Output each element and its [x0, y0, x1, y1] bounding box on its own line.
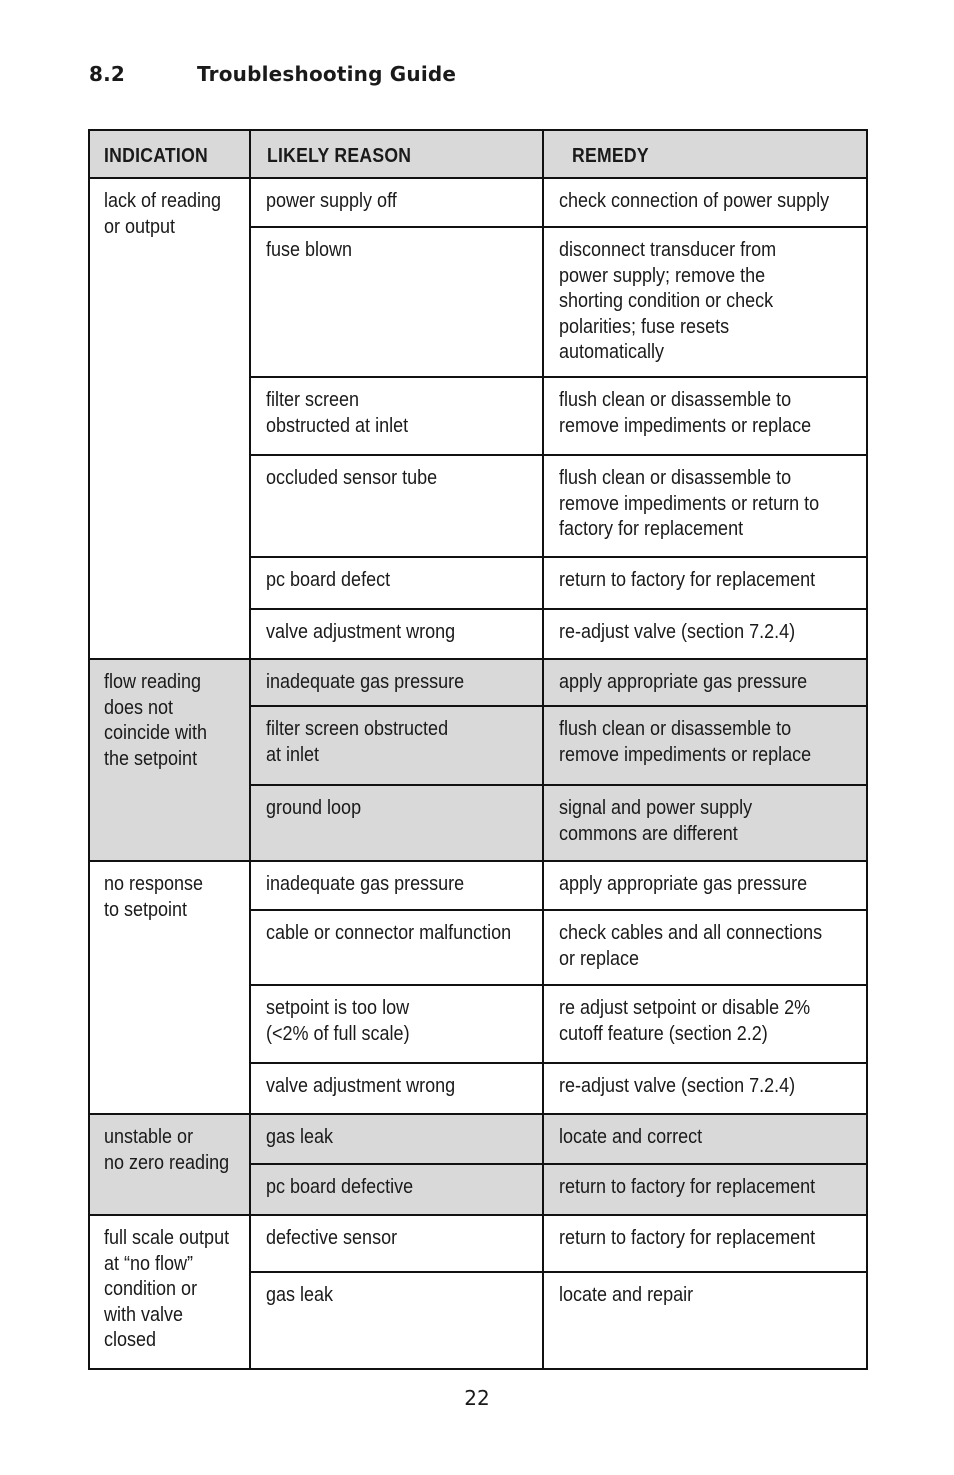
section-number: 8.2: [89, 62, 126, 86]
table-row: [89, 1215, 867, 1272]
indication-group: [89, 861, 867, 1114]
remedy-cell: locate and correct: [543, 1114, 867, 1164]
reason-cell: valve adjustment wrong: [250, 609, 543, 659]
table-header-row: [89, 130, 867, 178]
reason-cell: filter screen obstructed at inlet: [250, 377, 543, 455]
header-remedy: REMEDY: [543, 130, 867, 178]
indication-group: [89, 1215, 867, 1369]
table-row: [89, 178, 867, 227]
remedy-cell: flush clean or disassemble to remove impediments or replace: [543, 706, 867, 785]
reason-cell: cable or connector malfunction: [250, 910, 543, 985]
reason-cell: pc board defective: [250, 1164, 543, 1215]
remedy-cell: re adjust setpoint or disable 2% cutoff feature (section 2.2): [543, 985, 867, 1063]
remedy-cell: disconnect transducer from power supply; remove the shorting condition or check polarities; fuse resets automatically: [543, 227, 867, 377]
remedy-cell: flush clean or disassemble to remove impediments or return to factory for replacement: [543, 455, 867, 557]
remedy-cell: re-adjust valve (section 7.2.4): [543, 1063, 867, 1114]
indication-cell: full scale output at “no flow” condition or with valve closed: [89, 1215, 250, 1369]
remedy-cell: check cables and all connections or replace: [543, 910, 867, 985]
reason-cell: gas leak: [250, 1272, 543, 1369]
reason-cell: defective sensor: [250, 1215, 543, 1272]
reason-cell: fuse blown: [250, 227, 543, 377]
indication-cell: lack of reading or output: [89, 178, 250, 659]
reason-cell: valve adjustment wrong: [250, 1063, 543, 1114]
remedy-cell: return to factory for replacement: [543, 1215, 867, 1272]
reason-cell: occluded sensor tube: [250, 455, 543, 557]
reason-cell: power supply off: [250, 178, 543, 227]
remedy-cell: signal and power supply commons are different: [543, 785, 867, 861]
table-row: [89, 1114, 867, 1164]
indication-group: [89, 1114, 867, 1215]
header-likely-reason: LIKELY REASON: [250, 130, 543, 178]
indication-cell: flow reading does not coincide with the setpoint: [89, 659, 250, 861]
remedy-cell: return to factory for replacement: [543, 557, 867, 609]
indication-group: [89, 178, 867, 659]
troubleshooting-table: [88, 129, 868, 1370]
reason-cell: setpoint is too low (<2% of full scale): [250, 985, 543, 1063]
reason-cell: inadequate gas pressure: [250, 861, 543, 910]
remedy-cell: check connection of power supply: [543, 178, 867, 227]
indication-group: [89, 659, 867, 861]
remedy-cell: return to factory for replacement: [543, 1164, 867, 1215]
remedy-cell: locate and repair: [543, 1272, 867, 1369]
table-row: [89, 861, 867, 910]
section-title: Troubleshooting Guide: [197, 62, 457, 86]
indication-cell: no response to setpoint: [89, 861, 250, 1114]
reason-cell: inadequate gas pressure: [250, 659, 543, 706]
remedy-cell: flush clean or disassemble to remove impediments or replace: [543, 377, 867, 455]
reason-cell: ground loop: [250, 785, 543, 861]
table-row: [89, 659, 867, 706]
reason-cell: filter screen obstructed at inlet: [250, 706, 543, 785]
remedy-cell: re-adjust valve (section 7.2.4): [543, 609, 867, 659]
section-heading: [89, 62, 456, 86]
remedy-cell: apply appropriate gas pressure: [543, 659, 867, 706]
header-indication: INDICATION: [89, 130, 250, 178]
remedy-cell: apply appropriate gas pressure: [543, 861, 867, 910]
indication-cell: unstable or no zero reading: [89, 1114, 250, 1215]
reason-cell: pc board defect: [250, 557, 543, 609]
reason-cell: gas leak: [250, 1114, 543, 1164]
page-number: 22: [464, 1386, 490, 1410]
